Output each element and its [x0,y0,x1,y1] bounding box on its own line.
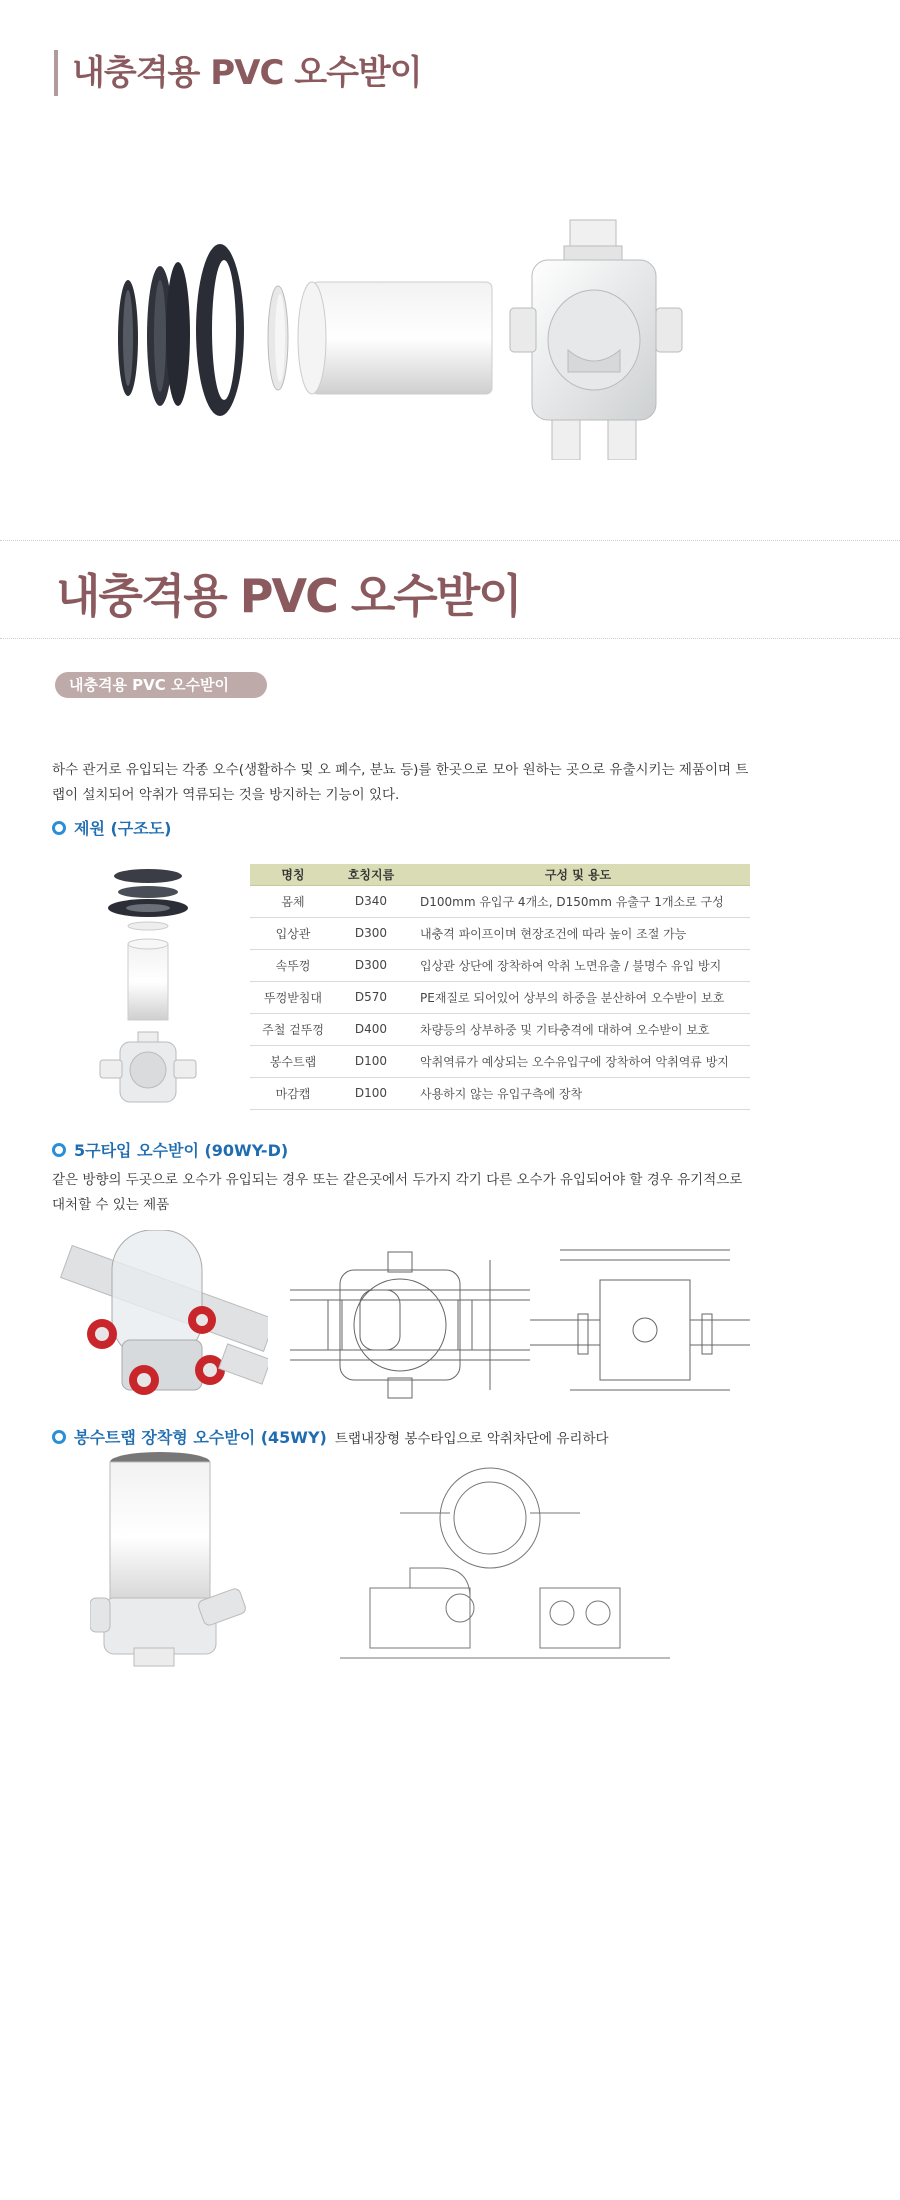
table-row [250,981,750,1013]
structure-stack-image [90,862,220,1112]
bullet-ring-icon [52,821,66,835]
trap-heading-label: 봉수트랩 장착형 오수받이 (45WY) [74,1428,327,1447]
cell-name: 몸체 [250,885,336,917]
type5-render-image [52,1230,268,1410]
type5-heading [52,1138,288,1161]
cell-usage: PE재질로 되어있어 상부의 하중을 분산하여 오수받이 보호 [406,981,750,1013]
cell-diameter: D100 [336,1045,406,1077]
cell-diameter: D340 [336,885,406,917]
cell-usage: 사용하지 않는 유입구측에 장착 [406,1077,750,1109]
cell-diameter: D100 [336,1077,406,1109]
gasket-rings [118,244,244,416]
table-row [250,1077,750,1109]
divider-top [0,540,900,541]
cell-diameter: D400 [336,1013,406,1045]
riser-pipe [298,282,492,394]
col-name: 명칭 [250,864,336,885]
bullet-ring-icon [52,1430,66,1444]
cell-usage: 악취역류가 예상되는 오수유입구에 장착하여 악취역류 방지 [406,1045,750,1077]
cell-name: 주철 겉뚜껑 [250,1013,336,1045]
hero-product-image [100,210,740,460]
col-diameter: 호칭지름 [336,864,406,885]
trap-plan-drawing [340,1458,670,1668]
cell-usage: 입상관 상단에 장착하여 악취 노면유출 / 불명수 유입 방지 [406,949,750,981]
cell-name: 속뚜껑 [250,949,336,981]
spec-heading [52,816,171,839]
spec-table-header [250,864,750,885]
intro-text: 하수 관거로 유입되는 각종 오수(생활하수 및 오 폐수, 분뇨 등)를 한곳으로 모아 원하는 곳으로 유출시키는 제품이며 트랩이 설치되어 악취가 역류되는 것을 방지하는 기능이 있다. [52,762,749,803]
bullet-ring-icon [52,1143,66,1157]
inner-cap [268,286,288,390]
type5-desc: 같은 방향의 두곳으로 오수가 유입되는 경우 또는 같은곳에서 두가지 각기 다른 오수가 유입되어야 할 경우 유기적으로 대처할 수 있는 제품 [52,1172,743,1213]
cell-usage: D100mm 유입구 4개소, D150mm 유출구 1개소로 구성 [406,885,750,917]
body-box [510,220,682,460]
divider-bottom [0,638,900,639]
cell-diameter: D300 [336,917,406,949]
spec-table [250,864,750,1110]
table-row [250,917,750,949]
type5-side-drawing [530,1230,750,1410]
type5-plan-drawing [290,1230,530,1410]
table-row [250,1045,750,1077]
table-row [250,885,750,917]
table-row [250,1013,750,1045]
trap-note: 트랩내장형 봉수타입으로 악취차단에 유리하다 [334,1430,609,1447]
cell-usage: 내충격 파이프이며 현장조건에 따라 높이 조절 가능 [406,917,750,949]
cell-name: 봉수트랩 [250,1045,336,1077]
cell-diameter: D300 [336,949,406,981]
type5-heading-label: 5구타입 오수받이 (90WY-D) [74,1141,289,1160]
category-pill: 내충격용 PVC 오수받이 [55,672,267,698]
header-title: 내충격용 PVC 오수받이 [54,50,422,96]
table-row [250,949,750,981]
col-usage: 구성 및 용도 [406,864,750,885]
trap-heading [52,1425,609,1448]
cell-name: 마감캡 [250,1077,336,1109]
trap-render-image [90,1448,250,1668]
main-title: 내충격용 PVC 오수받이 [56,569,521,623]
cell-name: 입상관 [250,917,336,949]
spec-heading-label: 제원 (구조도) [74,819,172,838]
cell-diameter: D570 [336,981,406,1013]
cell-name: 뚜껑받침대 [250,981,336,1013]
cell-usage: 차량등의 상부하중 및 기타충격에 대하여 오수받이 보호 [406,1013,750,1045]
